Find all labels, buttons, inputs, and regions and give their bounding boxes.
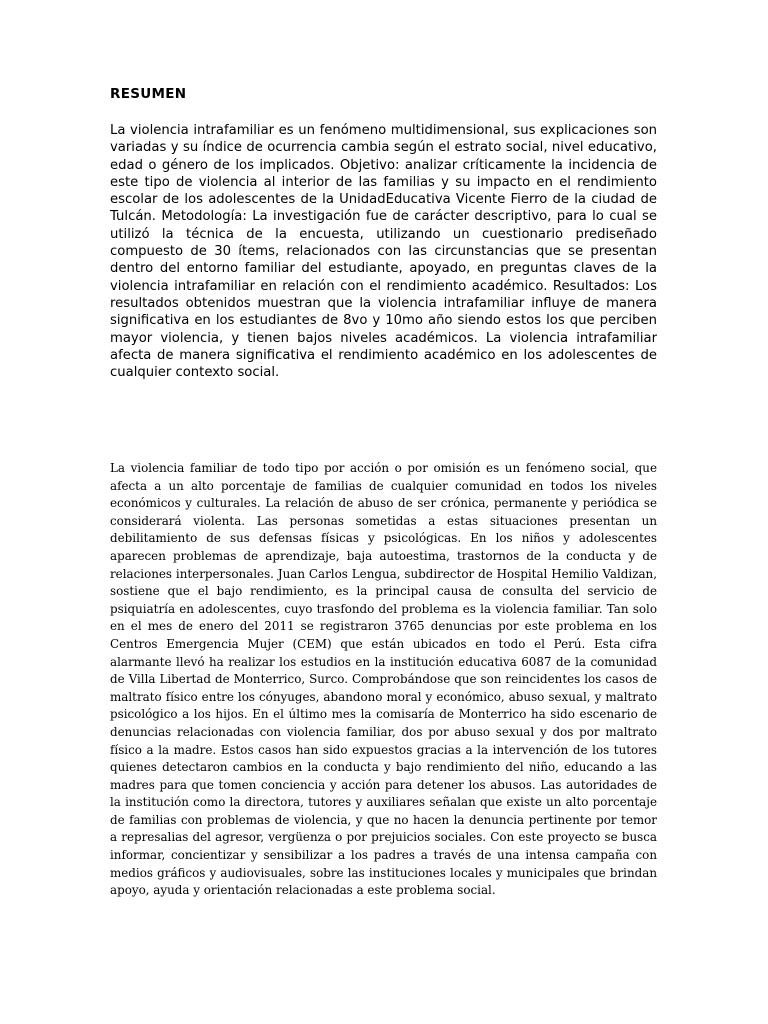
section-heading: RESUMEN	[110, 86, 187, 102]
body-paragraph: La violencia familiar de todo tipo por acción o por omisión es un fenómeno social, que afecta a un alto porcentaje de familias de cualquier comunidad en todos los niveles económicos y culturales. La relación de abuso de ser crónica, permanente y periódica se considerará violenta. Las personas sometidas a estas situaciones presentan un debilitamiento de sus defensas físicas y psicológicas. En los niños y adolescentes aparecen problemas de aprendizaje, baja autoestima, trastornos de la conducta y de relaciones interpersonales. Juan Carlos Lengua, subdirector de Hospital Hemilio Valdizan, sostiene que el bajo rendimiento, es la principal causa de consulta del servicio de psiquiatría en adolescentes, cuyo trasfondo del problema es la violencia familiar. Tan solo en el mes de enero del 2011 se registraron 3765 denuncias por este problema en los Centros Emergencia Mujer (CEM) que están ubicados en todo el Perú. Esta cifra alarmante llevó ha realizar los estudios en la institución educativa 6087 de la comunidad de Villa Libertad de Monterrico, Surco. Comprobándose que son reincidentes los casos de maltrato físico entre los cónyuges, abandono moral y económico, abuso sexual, y maltrato psicológico a los hijos. En el último mes la comisaría de Monterrico ha sido escenario de denuncias relacionadas con violencia familiar, dos por abuso sexual y dos por maltrato físico a la madre. Estos casos han sido expuestos gracias a la intervención de los tutores quienes detectaron cambios en la conducta y bajo rendimiento del niño, educando a las madres para que tomen conciencia y acción para detener los abusos. Las autoridades de la institución como la directora, tutores y auxiliares señalan que existe un alto porcentaje de familias con problemas de violencia, y que no hacen la denuncia pertinente por temor a represalias del agresor, vergüenza o por prejuicios sociales. Con este proyecto se busca informar, concientizar y sensibilizar a los padres a través de una intensa campaña con medios gráficos y audiovisuales, sobre las instituciones locales y municipales que brindan apoyo, ayuda y orientación relacionadas a este problema social.	[110, 461, 657, 898]
abstract-paragraph: La violencia intrafamiliar es un fenómeno multidimensional, sus explicaciones son variadas y su índice de ocurrencia cambia según el estrato social, nivel educativo, edad o género de los implicados. Objetivo: analizar críticamente la incidencia de este tipo de violencia al interior de las familias y su impacto en el rendimiento escolar de los adolescentes de la UnidadEducativa Vicente Fierro de la ciudad de Tulcán. Metodología: La investigación fue de carácter descriptivo, para lo cual se utilizó la técnica de la encuesta, utilizando un cuestionario prediseñado compuesto de 30 ítems, relacionados con las circunstancias que se presentan dentro del entorno familiar del estudiante, apoyado, en preguntas claves de la violencia intrafamiliar en relación con el rendimiento académico. Resultados: Los resultados obtenidos muestran que la violencia intrafamiliar influye de manera significativa en los estudiantes de 8vo y 10mo año siendo estos los que perciben mayor violencia, y tienen bajos niveles académicos. La violencia intrafamiliar afecta de manera significativa el rendimiento académico en los adolescentes de cualquier contexto social.	[110, 123, 657, 381]
